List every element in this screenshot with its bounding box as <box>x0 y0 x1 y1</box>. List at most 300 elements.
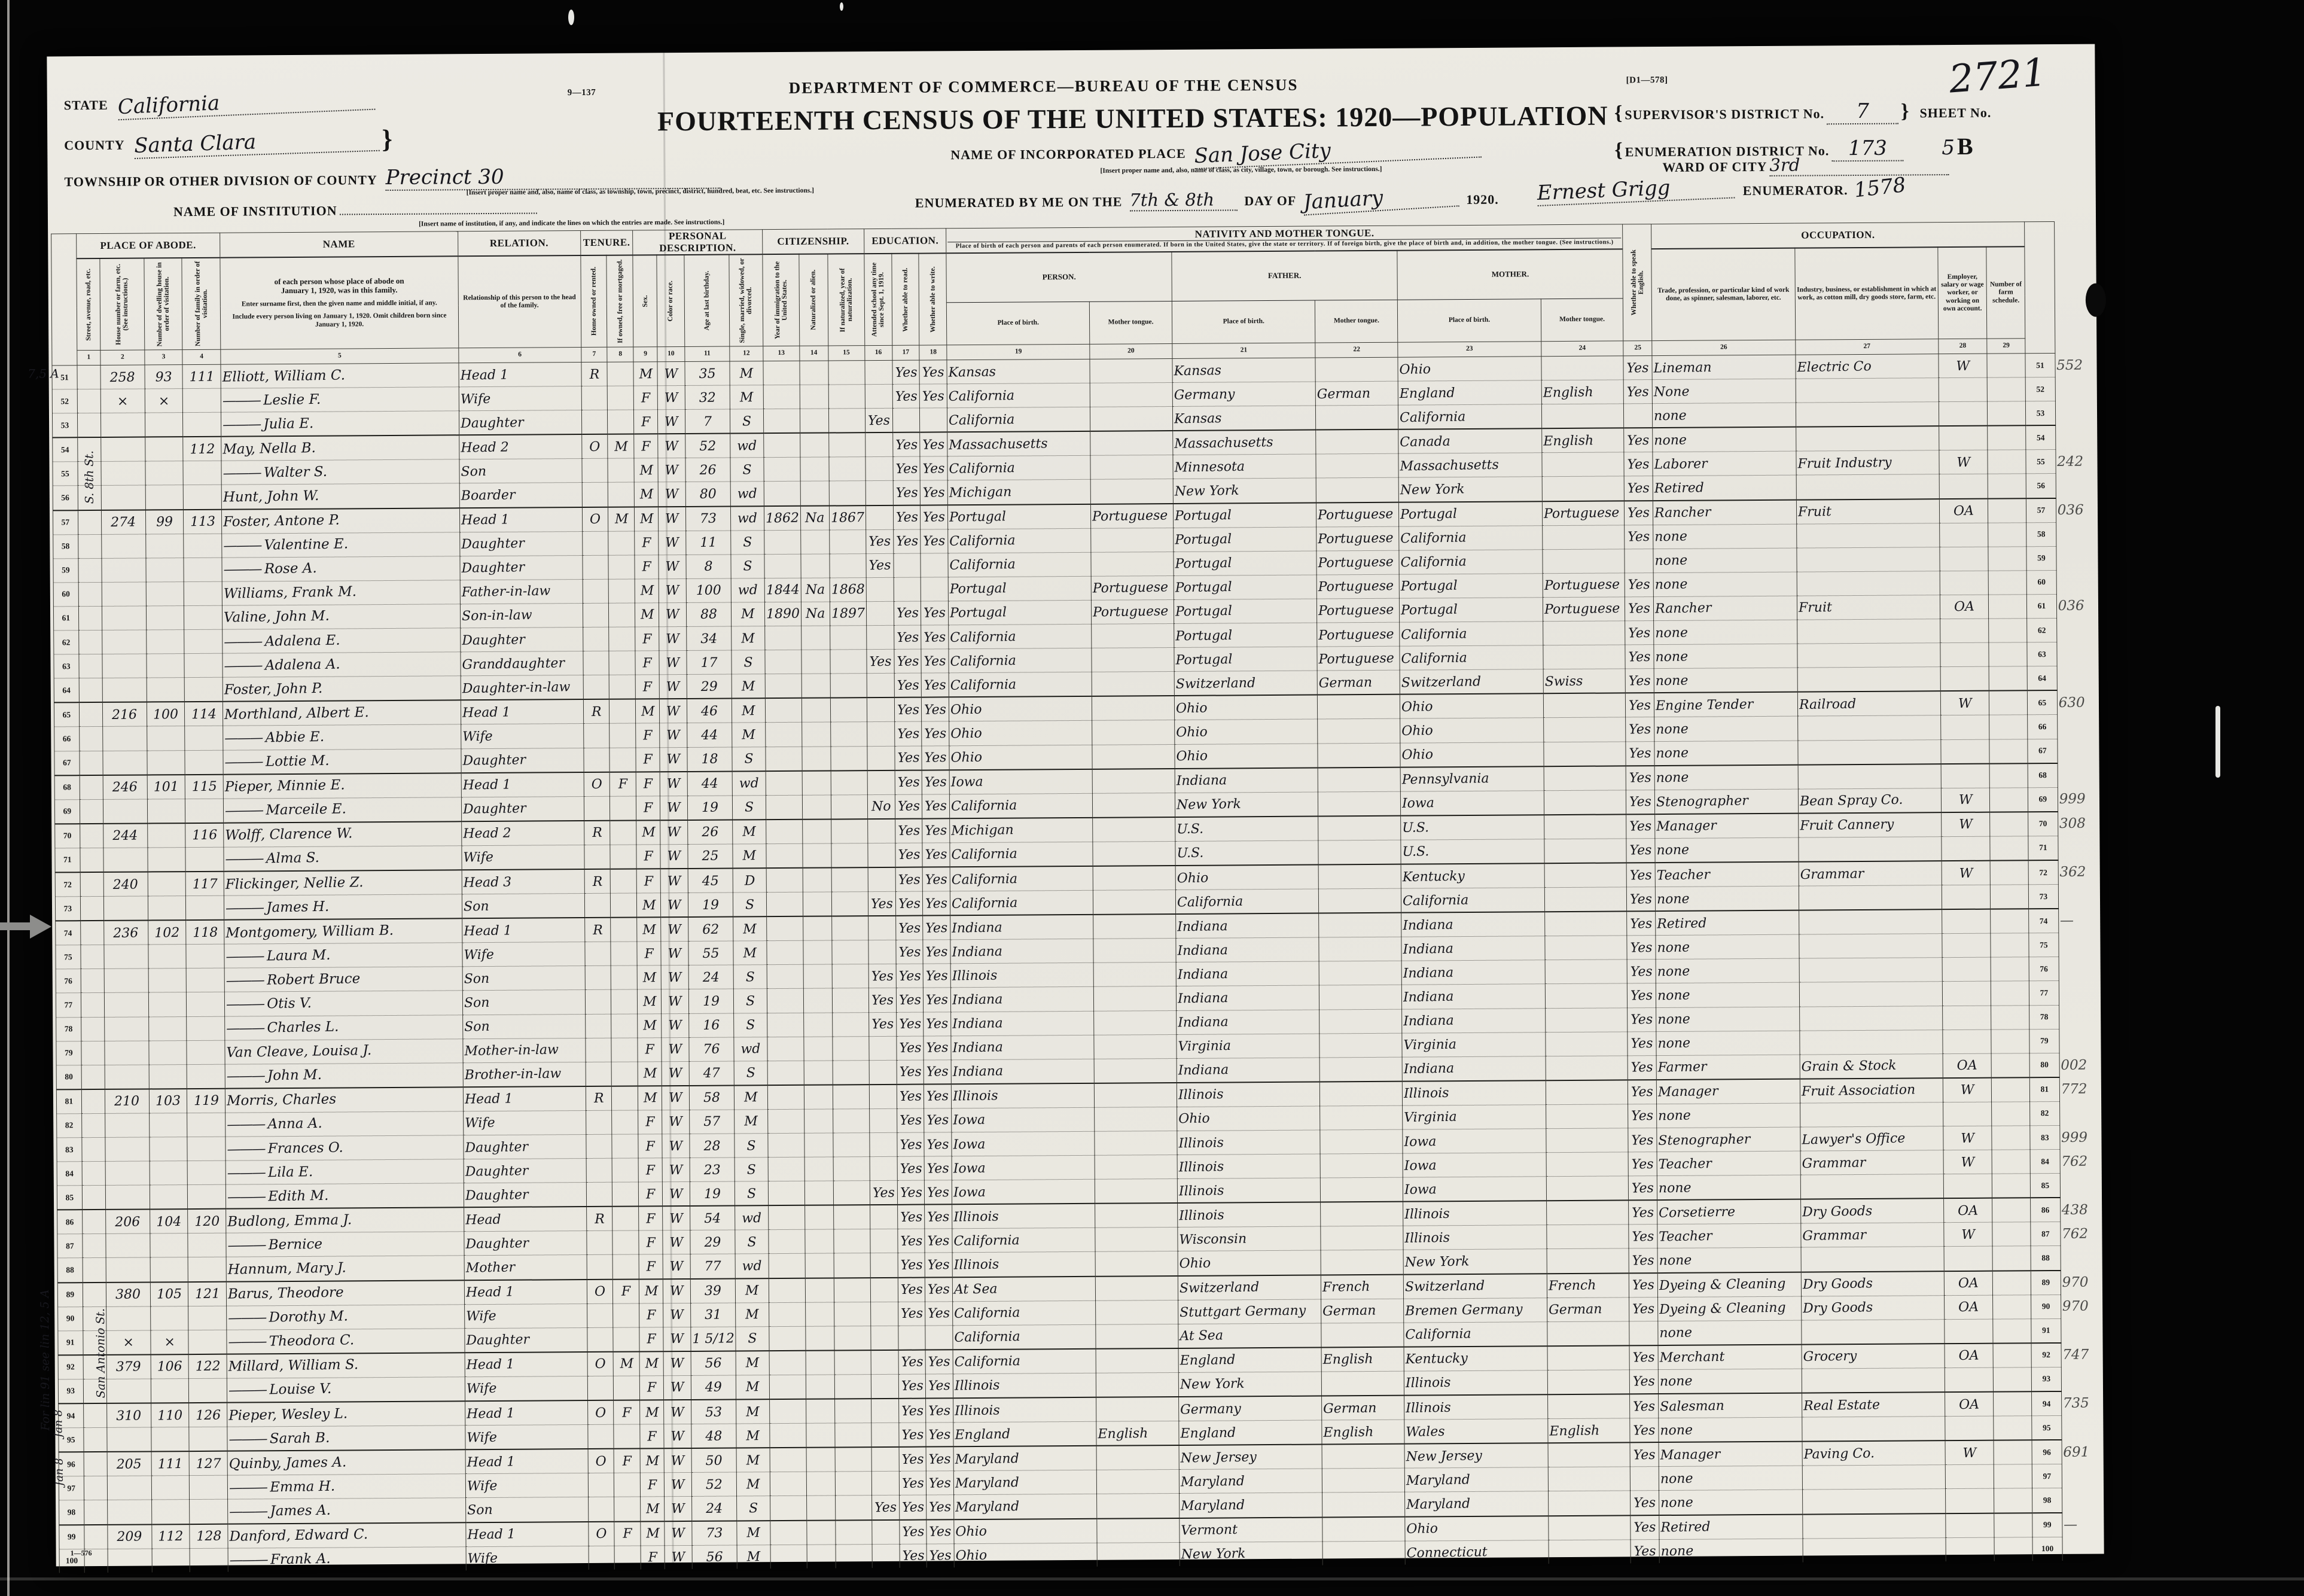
cell-st <box>79 702 103 727</box>
cell-en: Yes <box>1629 1297 1658 1321</box>
cell-sc <box>867 722 894 746</box>
cell-pm <box>1097 1494 1180 1518</box>
col-number-27: 27 <box>1796 339 1939 355</box>
col-number-18: 18 <box>919 345 947 360</box>
cell-t7: O <box>584 772 610 796</box>
cell-in: Electric Co <box>1796 354 1939 379</box>
line-number-right: 72 <box>2028 860 2058 885</box>
cell-f <box>187 992 225 1016</box>
margin-pencil-number <box>2056 546 2098 571</box>
cell-ms: M <box>735 1110 768 1134</box>
state-label: STATE <box>63 97 108 113</box>
cell-fm <box>1320 1129 1403 1154</box>
cell-im <box>769 1326 806 1351</box>
cell-wr: Yes <box>927 1471 954 1495</box>
cell-ag: 53 <box>691 1400 736 1424</box>
cell-st <box>80 921 104 945</box>
cell-rc: W <box>660 723 687 747</box>
cell-fa <box>1990 763 2028 788</box>
corner <box>51 234 77 366</box>
cell-fa <box>1993 1271 2031 1295</box>
cell-t8 <box>611 942 637 965</box>
line-number-right: 63 <box>2027 642 2057 666</box>
cell-rel: Wife <box>462 942 585 967</box>
cell-fa <box>1994 1464 2032 1488</box>
sheet-number-value: 5 <box>1942 136 1955 160</box>
cell-wr: Yes <box>925 1205 952 1229</box>
cell-na <box>807 1520 836 1545</box>
cell-sx: F <box>638 1110 662 1134</box>
cell-ms: S <box>734 1013 767 1037</box>
line-number-right: 76 <box>2029 957 2059 981</box>
line-number-left: 60 <box>53 583 78 607</box>
cell-pm <box>1095 1107 1177 1131</box>
cell-ag: 47 <box>689 1061 735 1086</box>
cell-rel: Father-in-law <box>460 579 583 604</box>
cell-fm <box>1316 454 1398 479</box>
line-number-right: 83 <box>2030 1125 2060 1149</box>
cell-ms: wd <box>730 482 764 506</box>
cell-pb: Ohio <box>949 745 1092 770</box>
cell-d: 104 <box>150 1209 188 1233</box>
cell-rd: Yes <box>899 1471 927 1495</box>
ward-value: 3rd <box>1769 154 1949 176</box>
cell-rel: Daughter <box>461 748 584 773</box>
col-head-cls: Employer, salary or wage worker, or working on own account. <box>1938 247 1987 339</box>
cell-h <box>101 437 145 462</box>
cell-ms: wd <box>734 1037 767 1061</box>
cell-cl <box>1940 571 1989 595</box>
line-number-left: 52 <box>52 389 77 413</box>
census-table <box>51 221 2104 1573</box>
margin-pencil-number <box>2057 666 2099 690</box>
cell-t7: R <box>584 918 611 942</box>
cell-fm: Portuguese <box>1316 502 1399 526</box>
cell-h: 274 <box>102 510 146 534</box>
cell-wr: Yes <box>922 818 950 843</box>
cell-mb: Canada <box>1398 429 1541 454</box>
margin-pencil-number: 362 <box>2059 864 2086 881</box>
cell-pm <box>1090 383 1172 407</box>
cell-ag: 24 <box>691 1496 737 1521</box>
cell-h <box>104 945 148 969</box>
cell-pb: California <box>947 383 1090 408</box>
cell-ag: 54 <box>690 1206 735 1230</box>
cell-fm <box>1316 430 1398 454</box>
cell-fa <box>1988 450 2026 474</box>
cell-sc <box>871 1399 898 1423</box>
cell-mm <box>1546 1176 1629 1201</box>
cell-rel: Head 1 <box>465 1400 587 1426</box>
cell-en <box>1624 404 1653 428</box>
cell-t8 <box>613 1254 639 1279</box>
cell-rd: Yes <box>895 867 923 892</box>
cell-ms: M <box>732 723 766 747</box>
cell-ms: M <box>732 602 765 626</box>
cell-fa <box>1992 1053 2030 1077</box>
cell-en: Yes <box>1627 863 1656 887</box>
cell-rc: W <box>662 1086 689 1110</box>
line-number-right: 54 <box>2026 425 2056 450</box>
cell-en: Yes <box>1628 1031 1656 1055</box>
cell-en: Yes <box>1626 669 1654 693</box>
cell-mb: Pennsylvania <box>1400 766 1543 791</box>
cell-wr: Yes <box>923 940 950 964</box>
cell-wr: Yes <box>920 432 947 457</box>
group-education-: EDUCATION. <box>864 229 946 254</box>
cell-rd: Yes <box>897 1205 925 1229</box>
cell-rel: Granddaughter <box>461 651 583 676</box>
cell-pm <box>1093 841 1175 866</box>
line-number-left: 93 <box>58 1379 83 1404</box>
cell-cl <box>1943 1174 1992 1198</box>
cell-f <box>190 1548 228 1572</box>
cell-mm: Portuguese <box>1542 501 1625 525</box>
cell-ms: M <box>733 941 767 965</box>
cell-st <box>78 630 102 654</box>
cell-h <box>105 1041 149 1065</box>
cell-wr: Yes <box>922 843 950 867</box>
cell-en: Yes <box>1624 380 1653 404</box>
cell-rc: W <box>663 1303 691 1327</box>
cell-na: Na <box>801 602 830 626</box>
cell-ag: 19 <box>690 1181 735 1206</box>
cell-wr: Yes <box>927 1519 954 1544</box>
cell-rc: W <box>659 675 687 699</box>
cell-oc: none <box>1653 403 1796 428</box>
cell-im <box>766 820 802 844</box>
margin-pencil-number <box>2061 1245 2102 1270</box>
cell-fa <box>1994 1537 2032 1561</box>
cell-cl: W <box>1945 1440 1994 1465</box>
col-number-23: 23 <box>1398 342 1541 357</box>
cell-oc: none <box>1656 886 1799 911</box>
cell-st <box>78 558 102 582</box>
line-number-right: 68 <box>2028 763 2058 788</box>
enumerated-label: ENUMERATED BY ME ON THE <box>915 194 1123 211</box>
cell-st <box>79 678 103 703</box>
cell-fa <box>1990 787 2028 812</box>
line-number-left: 72 <box>55 872 80 897</box>
line-number-right: 69 <box>2028 787 2058 812</box>
cell-rc: W <box>660 699 687 723</box>
cell-ag: 73 <box>685 506 731 531</box>
cell-ag: 45 <box>688 868 733 893</box>
cell-mb: Maryland <box>1405 1491 1548 1516</box>
enum-day: 7th & 8th <box>1129 189 1237 211</box>
department-line: DEPARTMENT OF COMMERCE—BUREAU OF THE CENSUS <box>788 75 1299 97</box>
cell-pb: Maryland <box>954 1470 1097 1496</box>
cell-ag: 56 <box>692 1545 737 1569</box>
cell-wr <box>921 577 949 601</box>
cell-na <box>803 988 832 1012</box>
cell-fm <box>1316 405 1398 430</box>
cell-ms: M <box>732 674 765 699</box>
cell-t7 <box>587 1303 613 1327</box>
col-head-fam: Number of family in order of visitation. <box>182 258 221 350</box>
cell-fm <box>1318 743 1400 767</box>
cell-t7 <box>584 796 610 821</box>
cell-sc <box>870 1205 897 1229</box>
line-number-left: 54 <box>53 437 78 462</box>
cell-na <box>804 1181 833 1205</box>
cell-nm: Danford, Edward C. <box>228 1522 466 1548</box>
cell-rd <box>894 577 921 601</box>
cell-oc: Dyeing & Cleaning <box>1658 1272 1802 1297</box>
cell-ag: 16 <box>688 1013 734 1038</box>
cell-t7: O <box>587 1279 613 1303</box>
cell-nm: ——— Edith M. <box>225 1183 464 1209</box>
cell-en: Yes <box>1629 1176 1657 1201</box>
col-head-ind: Industry, business, or establishment in which at work, as cotton mill, dry goods store, farm, etc. <box>1795 247 1939 340</box>
cell-ms: wd <box>735 1205 769 1230</box>
cell-fm <box>1322 1444 1404 1469</box>
cell-ms: M <box>730 385 763 409</box>
cell-t7 <box>583 748 609 772</box>
cell-st <box>78 510 102 535</box>
cell-rd: Yes <box>898 1302 925 1326</box>
cell-in <box>1797 547 1940 572</box>
cell-sc <box>866 577 894 601</box>
group-relation-: RELATION. <box>458 231 580 257</box>
cell-ny <box>835 1447 871 1472</box>
line-number-right: 65 <box>2028 690 2058 715</box>
cell-ms: M <box>732 698 766 723</box>
cell-f <box>188 1233 226 1257</box>
cell-mm: English <box>1541 428 1624 453</box>
cell-rc: W <box>663 1351 691 1376</box>
cell-in <box>1796 402 1939 427</box>
cell-st <box>81 1113 105 1137</box>
cell-sx: F <box>634 410 658 434</box>
line-number-right: 73 <box>2029 885 2059 909</box>
cell-h <box>108 1476 152 1500</box>
cell-im <box>765 698 801 723</box>
cell-fb: Indiana <box>1177 1010 1320 1035</box>
cell-rd: Yes <box>899 1447 927 1472</box>
cell-na <box>804 1085 833 1109</box>
cell-h <box>107 1427 151 1452</box>
line-number-left: 70 <box>55 824 80 848</box>
line-number-left: 77 <box>56 993 81 1017</box>
cell-im <box>763 409 800 433</box>
cell-cl: W <box>1943 1150 1992 1174</box>
cell-rd: Yes <box>895 818 922 843</box>
cell-rc: W <box>664 1424 691 1449</box>
cell-ny <box>831 940 868 964</box>
cell-wr <box>920 408 947 432</box>
cell-in <box>1798 739 1941 765</box>
cell-fb: Portugal <box>1174 647 1318 672</box>
cell-t8: F <box>610 772 636 796</box>
cell-fb: California <box>1175 889 1319 914</box>
cell-nm: ——— John M. <box>225 1062 463 1088</box>
cell-wr: Yes <box>926 1350 953 1374</box>
cell-fm <box>1321 1177 1403 1202</box>
cell-cl <box>1939 401 1988 426</box>
cell-st <box>79 727 103 751</box>
cell-fm <box>1319 937 1401 961</box>
line-number-right: 58 <box>2026 522 2056 546</box>
sub-head-pob: Place of birth. <box>1398 299 1541 343</box>
margin-pencil-number: 735 <box>2062 1395 2089 1412</box>
cell-in <box>1797 715 1940 741</box>
cell-mm <box>1544 912 1627 936</box>
cell-im <box>769 1254 805 1278</box>
place-label: NAME OF INCORPORATED PLACE <box>950 145 1186 163</box>
cell-fb: Indiana <box>1176 985 1319 1010</box>
cell-fa <box>1989 642 2027 666</box>
cell-d: 106 <box>151 1354 189 1379</box>
cell-sx: F <box>639 1303 663 1327</box>
cell-pm <box>1090 431 1173 455</box>
cell-pm <box>1092 624 1174 648</box>
group-citizenship-: CITIZENSHIP. <box>762 229 864 255</box>
cell-d <box>150 1185 188 1210</box>
cell-h: 246 <box>103 775 147 799</box>
cell-rc: W <box>661 965 688 989</box>
cell-oc: Farmer <box>1656 1055 1800 1080</box>
cell-fb: Portugal <box>1174 575 1317 600</box>
cell-d <box>145 413 183 437</box>
cell-t7 <box>584 942 611 965</box>
cell-h <box>107 1379 151 1403</box>
cell-t8 <box>609 627 635 651</box>
cell-na <box>803 1013 832 1037</box>
cell-fb: Portugal <box>1173 502 1316 528</box>
cell-na <box>804 1061 833 1085</box>
cell-pb: Portugal <box>948 504 1091 529</box>
cell-fb: New York <box>1175 792 1318 817</box>
cell-en: Yes <box>1629 1225 1657 1248</box>
cell-t7 <box>583 724 609 748</box>
cell-mb: Iowa <box>1403 1153 1546 1178</box>
cell-sx: F <box>638 1134 662 1158</box>
cell-en: Yes <box>1624 452 1653 476</box>
cell-h: 216 <box>103 702 147 727</box>
line-number-left: 51 <box>52 366 77 389</box>
cell-ag: 19 <box>688 989 734 1013</box>
cell-pb: Indiana <box>951 1059 1094 1084</box>
cell-t7 <box>581 386 608 410</box>
cell-t7 <box>581 459 608 483</box>
cell-in <box>1796 523 1939 548</box>
cell-mb: Indiana <box>1402 1008 1545 1033</box>
cell-nm: ——— Sarah B. <box>227 1426 465 1451</box>
cell-pm <box>1095 1131 1177 1155</box>
cell-ms: S <box>735 1134 768 1158</box>
cell-f <box>189 1378 227 1403</box>
cell-st <box>81 993 105 1017</box>
col-head-sex: Sex. <box>633 255 657 347</box>
margin-pencil-number: 970 <box>2062 1274 2089 1290</box>
cell-mb: Switzerland <box>1400 669 1543 695</box>
cell-fa <box>1988 474 2026 498</box>
cell-rd: Yes <box>899 1519 927 1544</box>
cell-h <box>102 582 146 607</box>
cell-nm: ——— Marceile E. <box>223 797 461 823</box>
cell-sc <box>865 384 892 408</box>
cell-sx: F <box>634 434 658 459</box>
cell-ny <box>831 770 867 795</box>
cell-pb: Illinois <box>952 1204 1095 1229</box>
cell-ms: S <box>735 1181 769 1206</box>
cell-h: × <box>106 1330 151 1355</box>
line-number-right: 79 <box>2029 1029 2059 1053</box>
cell-fa <box>1989 691 2028 715</box>
cell-d <box>148 872 186 896</box>
cell-cl <box>1939 377 1988 402</box>
margin-pencil-number <box>2057 642 2099 666</box>
margin-pencil-number <box>2056 522 2098 547</box>
cell-fb: Minnesota <box>1173 454 1316 479</box>
cell-oc: Retired <box>1659 1514 1803 1539</box>
cell-rel: Head 1 <box>465 1352 587 1377</box>
cell-h <box>106 1257 150 1282</box>
cell-mb: Wales <box>1404 1419 1547 1444</box>
group-tenure-: TENURE. <box>580 230 633 255</box>
institution-field <box>173 202 537 220</box>
cell-f <box>184 558 222 581</box>
margin-pencil-number <box>2062 1537 2104 1561</box>
cell-rc: W <box>661 942 688 965</box>
cell-pm <box>1093 986 1176 1011</box>
cell-fm: German <box>1322 1396 1404 1420</box>
col-number-15: 15 <box>828 346 864 361</box>
cell-d <box>147 678 185 702</box>
cell-sx: F <box>636 772 660 796</box>
cell-d <box>148 896 186 921</box>
cell-f: 122 <box>188 1354 227 1379</box>
cell-pb: Michigan <box>948 480 1091 505</box>
cell-in <box>1797 643 1940 668</box>
cell-fa <box>1993 1343 2031 1367</box>
cell-f: 112 <box>183 437 221 461</box>
margin-pencil-number <box>2061 1415 2103 1440</box>
cell-in: Grammar <box>1801 1223 1944 1248</box>
cell-sx: M <box>639 1351 663 1376</box>
cell-mm: German <box>1547 1297 1629 1322</box>
cell-ag: 76 <box>689 1037 735 1062</box>
film-speck <box>2215 706 2220 778</box>
cell-pb: Indiana <box>951 1011 1094 1036</box>
bracket-code: [D1—578] <box>1626 75 1668 86</box>
cell-mb: Indiana <box>1401 960 1544 985</box>
cell-h <box>103 848 148 872</box>
cell-nm: Valine, John M. <box>222 604 460 630</box>
cell-t8 <box>608 410 634 434</box>
cell-mb: Iowa <box>1401 790 1544 815</box>
cell-oc: Teacher <box>1657 1223 1801 1248</box>
cell-f <box>185 726 223 750</box>
line-number-right: 61 <box>2027 594 2057 618</box>
cell-t8 <box>614 1473 641 1497</box>
cell-sx: M <box>638 1086 662 1110</box>
cell-in <box>1802 1465 1945 1490</box>
cell-fa <box>1989 715 2028 739</box>
cell-t7 <box>585 1014 611 1038</box>
cell-st <box>84 1524 108 1549</box>
cell-rd: Yes <box>895 770 922 794</box>
cell-en: Yes <box>1626 766 1655 790</box>
cell-oc: Engine Tender <box>1654 692 1798 717</box>
cell-wr: Yes <box>925 1277 953 1302</box>
cell-t7 <box>587 1424 614 1449</box>
cell-fb: Ohio <box>1175 744 1318 769</box>
cell-d: 112 <box>152 1524 190 1549</box>
cell-fb: Indiana <box>1176 913 1319 939</box>
cell-t8 <box>612 1158 639 1182</box>
